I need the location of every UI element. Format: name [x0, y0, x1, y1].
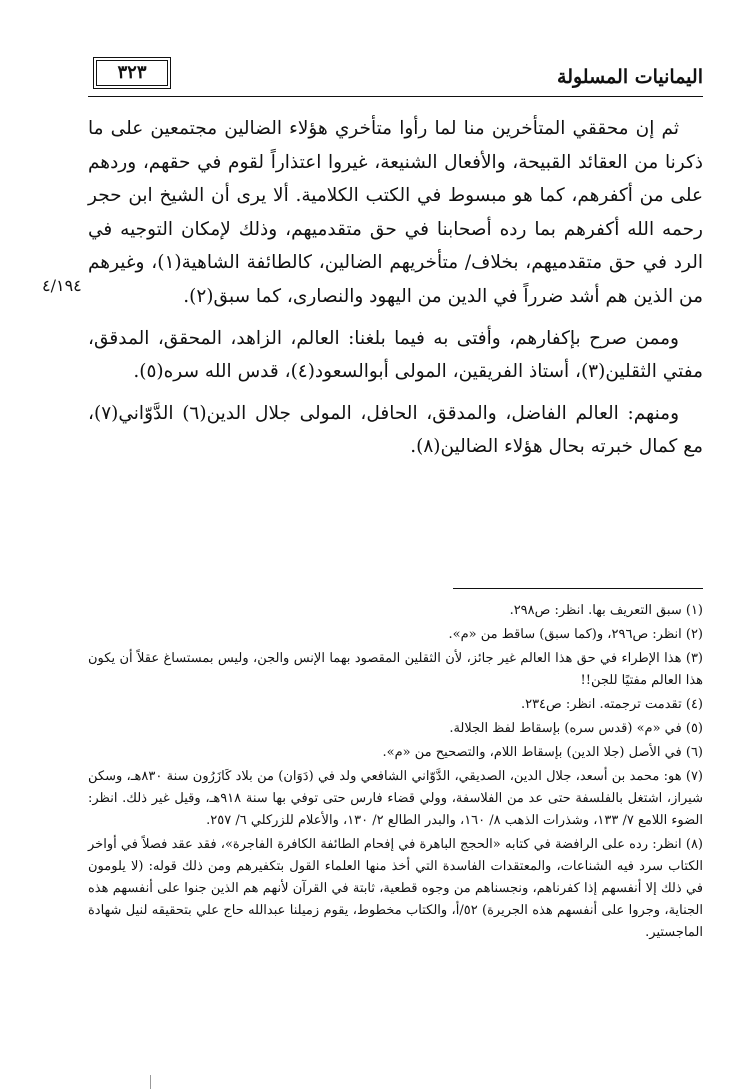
footnote: (٥) في «م» (قدس سره) بإسقاط لفظ الجلالة.: [449, 721, 703, 736]
footnote: (٦) في الأصل (جلا الدين) بإسقاط اللام، والتصحيح من «م».: [382, 745, 703, 760]
footnote: (٨) انظر: رده على الرافضة في كتابه «الحجج الباهرة في إفحام الطائفة الكافرة الفاجرة»، فقد عقد فصلاً في أواخر الكتاب سرد فيه الشناعات، والمعتقدات الفاسدة التي أخذ منها العلماء القول بتكفيرهم ومن ذلك قوله: (لا يلومون في ذلك إلا أنفسهم إذا كفرناهم، ونجسناهم من وجوه قطعية، ثابتة في القرآن لأنهم هم الذين جنوا على أنفسهم هذه الجناية، وجروا على أنفسهم هذه الجريرة) ٥٢/أ، والكتاب مخطوط، يقوم زميلنا عبدالله حاج علي بتحقيقه لنيل شهادة الماجستير.: [88, 837, 704, 940]
body-paragraph: وممن صرح بإكفارهم، وأفتى به فيما بلغنا: العالم، الزاهد، المحقق، المدقق، مفتي الثقلين(٣)، أستاذ الفريقين، المولى أبوالسعود(٤)، قدس الله سره(٥).: [88, 327, 703, 383]
header-divider: [88, 96, 703, 97]
footnote: (٤) تقدمت ترجمته. انظر: ص٢٣٤.: [520, 697, 703, 712]
running-header: [88, 60, 703, 90]
footnote-separator: [453, 588, 703, 589]
footnote: (٢) انظر: ص٢٩٦، و(كما سبق) ساقط من «م».: [448, 627, 703, 642]
footnotes: [88, 600, 703, 946]
footnote: (٣) هذا الإطراء في حق هذا العالم غير جائز، لأن الثقلين المقصود بهما الإنس والجن، وليس بمستساغ عقلاً أن يكون هذا العالم مفتيًا للجن!!: [88, 651, 703, 688]
body-paragraph: ومنهم: العالم الفاضل، والمدقق، الحافل، المولى جلال الدين(٦) الدَّوّاني(٧)، مع كمال خبرته بحال هؤلاء الضالين(٨).: [88, 402, 703, 458]
running-header-title: اليمانيات المسلولة: [557, 66, 703, 88]
footnote: (٧) هو: محمد بن أسعد، جلال الدين، الصديقي، الدَّوّاني الشافعي ولد في (دَوَان) من بلاد كَازَرُون سنة ٨٣٠هـ، وسكن شيراز، اشتغل بالفلسفة حتى عد من الفلاسفة، وولي قضاء فارس حتى توفي بها سنة ٩١٨هـ، وقيل غير ذلك. انظر: الضوء اللامع ٧/ ١٣٣، وشذرات الذهب ٨/ ١٦٠، والبدر الطالع ٢/ ١٣٠، والأعلام للزركلي ٦/ ٢٥٧.: [88, 769, 703, 828]
manuscript-folio-marker: ٤/١٩٤: [42, 276, 82, 295]
footnote: (١) سبق التعريف بها. انظر: ص٢٩٨.: [509, 603, 703, 618]
page-number: ٣٢٣: [96, 60, 168, 86]
main-text: [88, 112, 703, 464]
scan-artifact-line: [150, 1075, 151, 1089]
body-paragraph: ثم إن محققي المتأخرين منا لما رأوا متأخري هؤلاء الضالين مجتمعين على ما ذكرنا من العقائد القبيحة، والأفعال الشنيعة، غيروا اعتذاراً لقوم في حقهم، وردهم على من أكفرهم، كما هو مبسوط في الكتب الكلامية. ألا يرى أن الشيخ ابن حجر رحمه الله أكفرهم بما رده أصحابنا في حق متقدميهم، وذلك لإمكان التوجيه في الرد في حق متقدميهم، بخلاف/ متأخريهم الضالين، كالطائفة الشاهية(١)، وغيرهم من الذين هم أشد ضرراً في الدين من اليهود والنصارى، كما سبق(٢).: [88, 118, 703, 307]
